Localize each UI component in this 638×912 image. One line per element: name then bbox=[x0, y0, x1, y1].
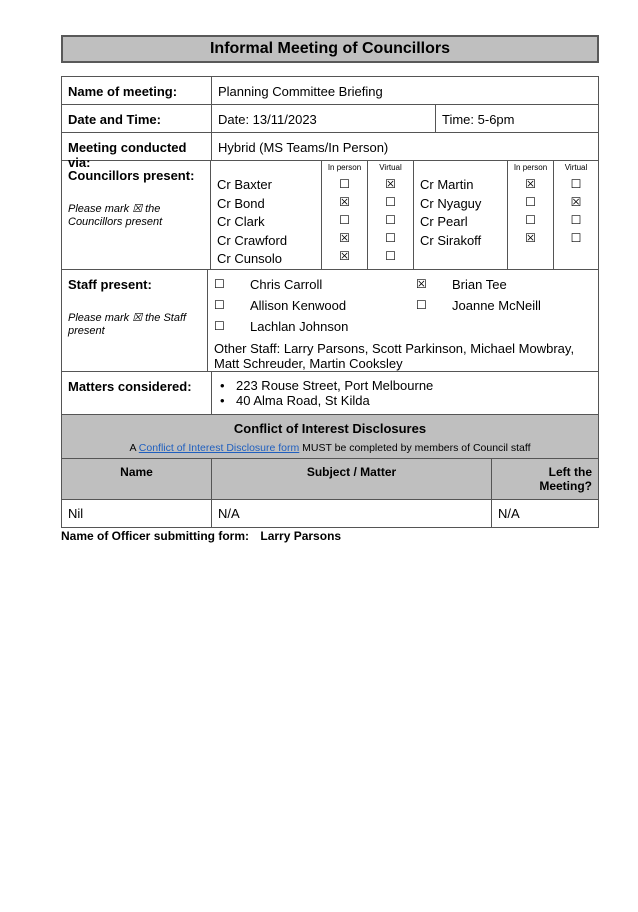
date-time-row bbox=[62, 105, 598, 133]
cell-name: Nil bbox=[62, 500, 212, 527]
date-time-label: Date and Time: bbox=[62, 105, 212, 132]
form-title: Informal Meeting of Councillors bbox=[61, 35, 599, 63]
officer-name: Larry Parsons bbox=[260, 529, 342, 543]
checkbox[interactable]: ☐ bbox=[570, 213, 582, 227]
coi-instructions bbox=[66, 442, 594, 454]
councillors-hint: Please mark ☒ the Councillors present bbox=[68, 203, 163, 228]
in-person-header: In person bbox=[327, 163, 362, 172]
staff-label: Staff present: bbox=[68, 277, 152, 292]
councillor-name: Cr Clark bbox=[217, 214, 265, 229]
coi-header bbox=[62, 415, 598, 459]
coi-sub-pre: A bbox=[129, 442, 139, 454]
checkbox[interactable]: ☒ bbox=[525, 177, 536, 191]
coi-table-header bbox=[62, 459, 598, 500]
staff-name: Joanne McNeill bbox=[452, 298, 541, 313]
checkbox[interactable]: ☐ bbox=[339, 213, 350, 227]
councillor-name: Cr Crawford bbox=[217, 232, 288, 248]
staff-name: Lachlan Johnson bbox=[250, 319, 349, 334]
virtual-header: Virtual bbox=[564, 163, 588, 172]
councillor-name: Cr Nyaguy bbox=[420, 195, 482, 211]
col-header-left: Left the Meeting? bbox=[539, 465, 592, 493]
staff-values bbox=[208, 270, 598, 371]
meeting-name-row bbox=[62, 77, 598, 105]
matters-values bbox=[212, 372, 598, 414]
meeting-name-value: Planning Committee Briefing bbox=[218, 84, 383, 99]
staff-list bbox=[214, 274, 592, 334]
checkbox[interactable]: ☐ bbox=[525, 213, 536, 227]
group2-virtual-column bbox=[554, 161, 598, 269]
checkbox[interactable]: ☐ bbox=[416, 298, 427, 312]
staff-label-cell bbox=[62, 270, 208, 371]
councillor-name: Cr Pearl bbox=[420, 214, 468, 229]
matters-row bbox=[62, 372, 598, 415]
matters-label: Matters considered: bbox=[62, 372, 212, 414]
councillors-row bbox=[62, 161, 598, 270]
cell-left: N/A bbox=[498, 506, 520, 521]
checkbox[interactable]: ☐ bbox=[385, 195, 396, 209]
matters-list bbox=[218, 378, 592, 408]
meeting-name-label: Name of meeting: bbox=[62, 77, 212, 104]
virtual-header: Virtual bbox=[379, 163, 402, 172]
checkbox[interactable]: ☒ bbox=[339, 195, 350, 209]
checkbox[interactable]: ☒ bbox=[570, 195, 582, 209]
coi-title: Conflict of Interest Disclosures bbox=[233, 421, 427, 436]
councillors-group2-names bbox=[414, 161, 508, 269]
councillor-name: Cr Bond bbox=[217, 195, 265, 211]
checkbox[interactable]: ☐ bbox=[214, 277, 225, 291]
list-item: • 40 Alma Road, St Kilda bbox=[218, 393, 592, 408]
meeting-via-value: Hybrid (MS Teams/In Person) bbox=[218, 140, 389, 155]
checkbox[interactable]: ☐ bbox=[385, 249, 396, 263]
list-item: • 223 Rouse Street, Port Melbourne bbox=[218, 378, 592, 393]
table-row bbox=[62, 500, 598, 527]
officer-label: Name of Officer submitting form: bbox=[61, 529, 250, 543]
staff-hint: Please mark ☒ the Staff present bbox=[68, 312, 187, 337]
councillor-name: Cr Sirakoff bbox=[420, 232, 482, 248]
meeting-form-table bbox=[61, 76, 599, 528]
checkbox[interactable]: ☒ bbox=[339, 231, 350, 245]
coi-form-link[interactable]: Conflict of Interest Disclosure form bbox=[138, 442, 300, 454]
staff-name: Brian Tee bbox=[452, 277, 507, 292]
councillor-name: Cr Baxter bbox=[217, 177, 272, 192]
checkbox[interactable]: ☐ bbox=[385, 231, 396, 245]
checkbox[interactable]: ☐ bbox=[525, 195, 536, 209]
col-header-name: Name bbox=[62, 459, 212, 499]
councillors-group1-names bbox=[211, 161, 322, 269]
staff-name: Chris Carroll bbox=[250, 277, 323, 292]
councillors-label-cell bbox=[62, 161, 211, 269]
councillor-name: Cr Cunsolo bbox=[217, 251, 283, 266]
councillor-name: Cr Martin bbox=[420, 177, 474, 192]
checkbox[interactable]: ☒ bbox=[339, 249, 350, 263]
checkbox[interactable]: ☒ bbox=[416, 277, 427, 291]
group2-in-person-column bbox=[508, 161, 554, 269]
group1-virtual-column bbox=[368, 161, 414, 269]
col-header-subject: Subject / Matter bbox=[212, 459, 492, 499]
checkbox[interactable]: ☒ bbox=[385, 177, 396, 191]
staff-row bbox=[62, 270, 598, 372]
councillors-label: Councillors present: bbox=[68, 168, 195, 183]
checkbox[interactable]: ☒ bbox=[525, 231, 536, 245]
officer-submitting bbox=[61, 529, 341, 543]
councillors-grid bbox=[211, 161, 598, 269]
coi-section bbox=[62, 415, 598, 527]
in-person-header: In person bbox=[513, 163, 548, 172]
checkbox[interactable]: ☐ bbox=[339, 177, 350, 191]
checkbox[interactable]: ☐ bbox=[385, 213, 396, 227]
checkbox[interactable]: ☐ bbox=[570, 231, 582, 245]
checkbox[interactable]: ☐ bbox=[570, 177, 582, 191]
checkbox[interactable]: ☐ bbox=[214, 319, 225, 333]
group1-in-person-column bbox=[322, 161, 368, 269]
coi-sub-post: MUST be completed by members of Council staff bbox=[299, 442, 531, 454]
cell-subject: N/A bbox=[212, 500, 492, 527]
staff-name: Allison Kenwood bbox=[250, 298, 347, 313]
other-staff: Other Staff: Larry Parsons, Scott Parkinson, Michael Mowbray, Matt Schreuder, Martin Cooksley bbox=[214, 341, 575, 371]
meeting-via-label: Meeting conducted via: bbox=[62, 133, 212, 160]
checkbox[interactable]: ☐ bbox=[214, 298, 225, 312]
time-value: Time: 5-6pm bbox=[442, 112, 515, 127]
date-value: Date: 13/11/2023 bbox=[212, 105, 436, 132]
